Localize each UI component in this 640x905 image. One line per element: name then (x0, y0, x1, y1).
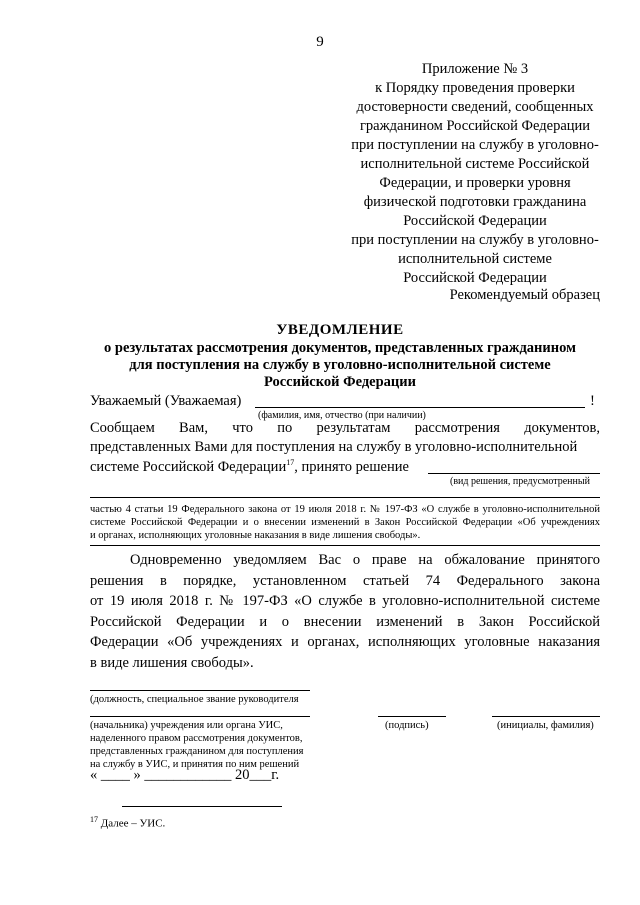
salutation-exclamation: ! (590, 393, 595, 409)
position-field[interactable] (90, 690, 310, 691)
signature-field[interactable] (378, 716, 446, 717)
decision-hint: (вид решения, предусмотренный (450, 476, 590, 487)
date-year-field[interactable]: ___ (249, 767, 272, 783)
appendix-line: исполнительной системе (398, 251, 552, 267)
notice-line-1 (90, 420, 600, 437)
appendix-line: Российской Федерации (403, 213, 547, 229)
subtitle-line: о результатах рассмотрения документов, представленных гражданином (104, 340, 576, 356)
notice-line-3-tail: , принято решение (294, 458, 409, 475)
date-day-field[interactable]: ____ (100, 767, 130, 783)
appendix-line: при поступлении на службу в уголовно- (351, 137, 599, 153)
organization-hint-line: наделенного правом рассмотрения документов, (90, 733, 303, 744)
divider (90, 545, 600, 546)
appendix-line: исполнительной системе Российской (360, 156, 590, 172)
footnote-number: 17 (90, 815, 98, 824)
date-line (90, 767, 279, 784)
recommended-sample-label: Рекомендуемый образец (449, 287, 600, 303)
notice-line-3-text: системе Российской Федерации (90, 458, 287, 475)
legal-basis-line: системе Российской Федерации и о внесении изменений в Закон Российской Федерации «Об учреждениях (90, 517, 600, 528)
notice-line-2: представленных Вами для поступления на службу в уголовно-исполнительной (90, 439, 578, 455)
organization-hint-line: представленных гражданином для поступления (90, 746, 304, 757)
paragraph-line: в виде лишения свободы». (90, 654, 254, 671)
document-title: УВЕДОМЛЕНИЕ (276, 322, 404, 338)
appendix-line: Приложение № 3 (421, 61, 529, 77)
appendix-line: физической подготовки гражданина (363, 194, 587, 210)
notice-word: Вам, (179, 420, 208, 436)
decision-field-continuation[interactable] (90, 497, 600, 498)
page-number: 9 (316, 34, 324, 50)
document-subtitle (60, 340, 620, 391)
appendix-line: гражданином Российской Федерации (359, 118, 591, 134)
notice-word: Сообщаем (90, 420, 155, 436)
appendix-line: Федерации, и проверки уровня (379, 175, 571, 191)
appendix-line: достоверности сведений, сообщенных (356, 99, 594, 115)
paragraph-line: Одновременно уведомляем Вас о праве на обжалование принятого (130, 552, 600, 568)
signature-hint: (подпись) (385, 720, 429, 731)
appendix-line: Российской Федерации (403, 270, 547, 286)
appendix-line: к Порядку проведения проверки (375, 80, 575, 96)
paragraph-line: Федерации «Об учреждениях и органах, исполняющих уголовные наказания (90, 634, 600, 650)
paragraph-line: решения в порядке, установленном статьей 74 Федерального закона (90, 572, 600, 589)
appeal-paragraph (90, 550, 600, 673)
notice-line-3 (90, 458, 409, 476)
decision-legal-basis (90, 503, 600, 542)
initials-field[interactable] (492, 716, 600, 717)
notice-word: что (232, 420, 253, 436)
position-hint: (должность, специальное звание руководителя (90, 694, 299, 705)
paragraph-line: от 19 июля 2018 г. № 197-ФЗ «О службе в уголовно-исполнительной системе (90, 593, 600, 609)
notice-word: документов, (524, 420, 600, 436)
date-month-field[interactable]: ____________ (144, 767, 232, 783)
subtitle-line: Российской Федерации (263, 374, 416, 390)
footnote-ref: 17 (286, 458, 295, 467)
organization-field[interactable] (90, 716, 310, 717)
date-suffix: г. (271, 767, 280, 783)
organization-hint (90, 719, 303, 771)
notice-word: рассмотрения (414, 420, 500, 436)
date-close-quote: » (133, 767, 141, 783)
appendix-line: при поступлении на службу в уголовно- (351, 232, 599, 248)
date-open-quote: « (90, 767, 98, 783)
date-year-prefix: 20 (235, 767, 250, 783)
initials-hint: (инициалы, фамилия) (497, 720, 594, 731)
salutation-label: Уважаемый (Уважаемая) (90, 393, 242, 409)
legal-basis-line: и органах, исполняющих уголовные наказания в виде лишения свободы». (90, 530, 421, 541)
paragraph-line: Российской Федерации и о внесении изменений в Закон Российской (90, 613, 600, 630)
appendix-header (330, 60, 620, 288)
name-hint: (фамилия, имя, отчество (при наличии) (258, 410, 426, 421)
notice-word: по (277, 420, 293, 436)
organization-hint-line: на службу в УИС, и принятия по ним решений (90, 759, 300, 770)
legal-basis-line: частью 4 статьи 19 Федерального закона от 19 июля 2018 г. № 197-ФЗ «О службе в уголовно-исполнительной (90, 504, 600, 515)
subtitle-line: для поступления на службу в уголовно-исполнительной системе (129, 357, 551, 373)
footnote (90, 813, 165, 831)
notice-word: результатам (316, 420, 391, 436)
footnote-text: Далее – УИС. (98, 817, 166, 830)
recipient-name-field[interactable] (255, 407, 585, 408)
organization-hint-line: (начальника) учреждения или органа УИС, (90, 720, 283, 731)
footnote-separator (122, 806, 282, 807)
decision-field[interactable] (428, 473, 600, 474)
